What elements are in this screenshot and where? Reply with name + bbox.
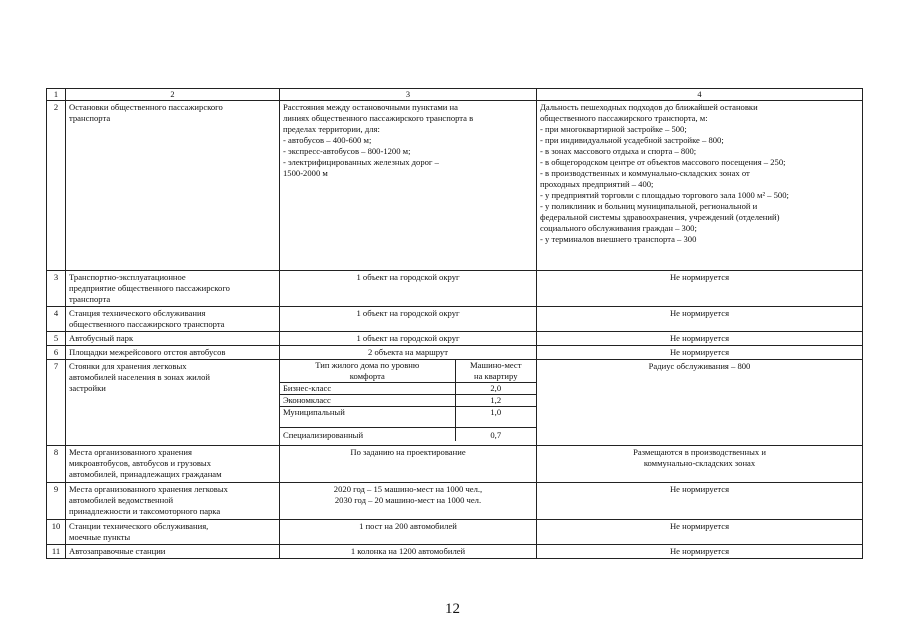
accessibility-value: Размещаются в производственных и коммунально-складских зонах	[537, 446, 863, 483]
header-col-4: 4	[537, 89, 863, 101]
table-row	[47, 360, 863, 446]
housing-row	[280, 407, 536, 428]
table-row	[47, 520, 863, 545]
row-number: 6	[47, 346, 66, 360]
accessibility-value: Не нормируется	[537, 332, 863, 346]
spaces-value: 0,7	[455, 428, 536, 442]
housing-row	[280, 428, 536, 442]
table-row	[47, 307, 863, 332]
norm-value: По заданию на проектирование	[280, 446, 537, 483]
facility-name: Автозаправочные станции	[66, 545, 280, 559]
table-row	[47, 483, 863, 520]
header-col-1: 1	[47, 89, 66, 101]
housing-type: Специализированный	[280, 428, 455, 442]
row-number: 9	[47, 483, 66, 520]
row-number: 2	[47, 101, 66, 271]
housing-type: Бизнес-класс	[280, 383, 455, 395]
table-row	[47, 332, 863, 346]
accessibility-value: Не нормируется	[537, 307, 863, 332]
accessibility-value: Радиус обслуживания – 800	[537, 360, 863, 446]
row-number: 3	[47, 271, 66, 307]
accessibility-value: Не нормируется	[537, 346, 863, 360]
norms-table	[46, 88, 863, 559]
facility-name: Транспортно-эксплуатационное предприятие общественного пассажирского транспорта	[66, 271, 280, 307]
housing-type-header: Тип жилого дома по уровню комфорта	[280, 360, 455, 383]
table-row	[47, 101, 863, 271]
header-col-2: 2	[66, 89, 280, 101]
norm-value: 2020 год – 15 машино-мест на 1000 чел., 2030 год – 20 машино-мест на 1000 чел.	[280, 483, 537, 520]
row-number: 8	[47, 446, 66, 483]
table-row	[47, 545, 863, 559]
row-number: 10	[47, 520, 66, 545]
facility-name: Автобусный парк	[66, 332, 280, 346]
facility-name: Места организованного хранения легковых автомобилей ведомственной принадлежности и таксомоторного парка	[66, 483, 280, 520]
spaces-per-flat-header: Машино-мест на квартиру	[455, 360, 536, 383]
spaces-value: 1,2	[455, 395, 536, 407]
spaces-value: 2,0	[455, 383, 536, 395]
norm-value: 1 объект на городской округ	[280, 332, 537, 346]
row-number: 5	[47, 332, 66, 346]
accessibility-value: Не нормируется	[537, 271, 863, 307]
accessibility-value: Не нормируется	[537, 545, 863, 559]
facility-name: Стоянки для хранения легковых автомобилей населения в зонах жилой застройки	[66, 360, 280, 446]
accessibility-value: Не нормируется	[537, 520, 863, 545]
housing-type: Экономкласс	[280, 395, 455, 407]
facility-name: Площадки межрейсового отстоя автобусов	[66, 346, 280, 360]
facility-name: Остановки общественного пассажирского транспорта	[66, 101, 280, 271]
housing-header-row	[280, 360, 536, 383]
row-number: 7	[47, 360, 66, 446]
row-number: 11	[47, 545, 66, 559]
facility-name: Станции технического обслуживания, моечные пункты	[66, 520, 280, 545]
norm-value: 1 пост на 200 автомобилей	[280, 520, 537, 545]
header-row	[47, 89, 863, 101]
housing-type: Муниципальный	[280, 407, 455, 428]
row-number: 4	[47, 307, 66, 332]
table-row	[47, 446, 863, 483]
norm-subtable-cell	[280, 360, 537, 446]
facility-name: Места организованного хранения микроавтобусов, автобусов и грузовых автомобилей, принадлежащих гражданам	[66, 446, 280, 483]
facility-name: Станция технического обслуживания общественного пассажирского транспорта	[66, 307, 280, 332]
norm-value: 1 колонка на 1200 автомобилей	[280, 545, 537, 559]
norm-value: 1 объект на городской округ	[280, 307, 537, 332]
header-col-3: 3	[280, 89, 537, 101]
norm-value: 1 объект на городской округ	[280, 271, 537, 307]
norm-value: Расстояния между остановочными пунктами на линиях общественного пассажирского транспорта в пределах территории, для: - автобусов – 400-600 м; - экспресс-автобусов – 800-1200 м; - электрифицированных железных дорог – 1500-2000 м	[280, 101, 537, 271]
housing-comfort-table	[280, 360, 536, 441]
accessibility-value: Дальность пешеходных подходов до ближайшей остановки общественного пассажирского транспорта, м: - при многоквартирной застройке – 500; - при индивидуальной усадебной застройке – 800; - в зонах массового отдыха и спорта – 800; - в общегородском центре от объектов массового посещения – 250; - в производственных и коммунально-складских зонах от проходных предприятий – 400; - у предприятий торговли с площадью торгового зала 1000 м² – 500; - у поликлиник и больниц муниципальной, региональной и федеральной системы здравоохранения, учреждений (отделений) социального обслуживания граждан – 300; - у терминалов внешнего транспорта – 300	[537, 101, 863, 271]
accessibility-value: Не нормируется	[537, 483, 863, 520]
spaces-value: 1,0	[455, 407, 536, 428]
page-number: 12	[445, 601, 460, 617]
table-row	[47, 271, 863, 307]
table-row	[47, 346, 863, 360]
norm-value: 2 объекта на маршрут	[280, 346, 537, 360]
housing-row	[280, 395, 536, 407]
housing-row	[280, 383, 536, 395]
